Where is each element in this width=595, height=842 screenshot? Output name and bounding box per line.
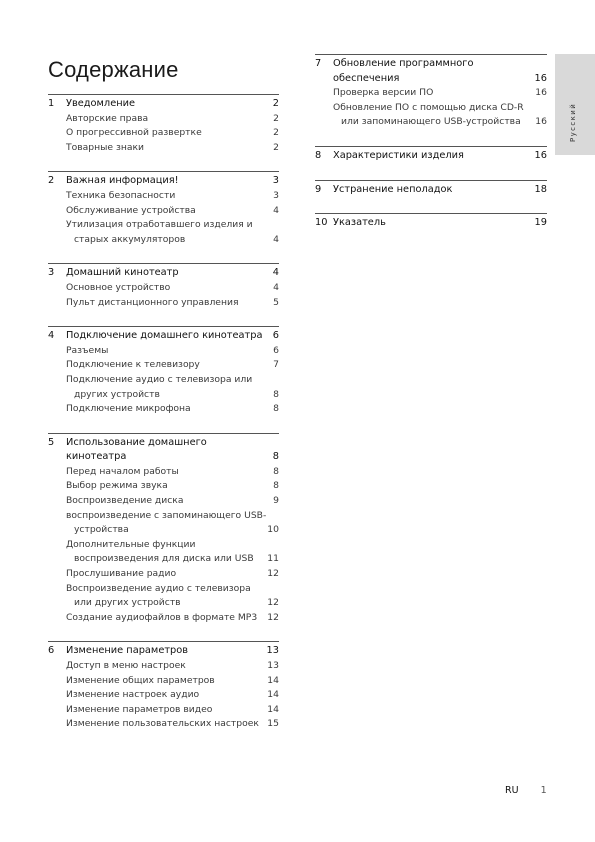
toc-entry-title: Подключение домашнего кинотеатра <box>66 330 263 342</box>
toc-entry-page: 4 <box>273 281 279 293</box>
language-tab <box>555 54 595 155</box>
toc-entry-continued[interactable] <box>48 596 279 611</box>
toc-entry-title: Прослушивание радио <box>66 568 177 580</box>
toc-entry-page: 2 <box>273 127 279 139</box>
toc-entry-continued[interactable] <box>48 552 279 567</box>
toc-entry-title: Домашний кинотеатр <box>66 267 179 279</box>
toc-entry-title: Основное устройство <box>66 281 171 293</box>
toc-entry-title: Техника безопасности <box>66 189 176 201</box>
language-tab-label: Русский <box>569 102 577 142</box>
page-title: Содержание <box>48 57 179 82</box>
toc-entry-continued[interactable] <box>48 388 279 403</box>
toc-section <box>315 54 547 130</box>
toc-entry-title: Обновление ПО с помощью диска CD-R <box>333 101 524 113</box>
toc-entry-page: 14 <box>267 689 279 701</box>
toc-entry-number: 9 <box>315 183 322 195</box>
toc-entry-title: Подключение к телевизору <box>66 359 200 371</box>
toc-entry-page: 16 <box>535 116 547 128</box>
toc-entry[interactable] <box>48 189 279 204</box>
footer-page-number: 1 <box>540 785 547 796</box>
toc-entry-title: Утилизация отработавшего изделия и <box>66 219 253 231</box>
toc-entry-page: 6 <box>273 344 279 356</box>
toc-entry-title: Устранение неполадок <box>333 183 453 195</box>
toc-entry-page: 8 <box>273 480 279 492</box>
toc-entry[interactable] <box>48 373 279 388</box>
toc-entry-page: 2 <box>273 112 279 124</box>
toc-entry-page: 9 <box>273 495 279 507</box>
toc-entry-title: Характеристики изделия <box>333 149 464 161</box>
toc-entry-number: 3 <box>48 267 55 279</box>
toc-section <box>48 326 279 417</box>
toc-entry-title: Подключение микрофона <box>66 403 191 415</box>
toc-entry[interactable] <box>48 358 279 373</box>
toc-entry[interactable] <box>315 86 547 101</box>
toc-section <box>48 433 279 626</box>
toc-chapter-heading[interactable] <box>48 329 279 344</box>
toc-entry[interactable] <box>48 494 279 509</box>
toc-entry-page: 8 <box>273 465 279 477</box>
toc-entry[interactable] <box>48 567 279 582</box>
toc-entry-page: 12 <box>267 611 279 623</box>
toc-entry-page: 7 <box>273 359 279 371</box>
toc-entry-page: 6 <box>272 330 279 342</box>
toc-entry-continued[interactable] <box>48 523 279 538</box>
toc-entry-title: Изменение параметров видео <box>66 703 213 715</box>
toc-entry-page: 3 <box>273 189 279 201</box>
toc-entry-page: 14 <box>267 674 279 686</box>
toc-entry-title: Изменение общих параметров <box>66 674 215 686</box>
toc-entry[interactable] <box>48 218 279 233</box>
toc-entry-title: Использование домашнего <box>66 436 207 448</box>
toc-entry[interactable] <box>48 402 279 417</box>
toc-entry-continued[interactable] <box>315 115 547 130</box>
toc-section <box>315 180 547 198</box>
toc-entry-title: Изменение параметров <box>66 645 189 657</box>
toc-entry-page: 16 <box>534 72 547 84</box>
toc-section <box>48 171 279 247</box>
toc-entry-title: О прогрессивной развертке <box>66 127 202 139</box>
toc-entry-title: Товарные знаки <box>66 141 144 153</box>
toc-entry-page: 4 <box>273 204 279 216</box>
toc-chapter-heading[interactable] <box>315 216 547 231</box>
toc-entry-title: воспроизведения для диска или USB <box>74 553 254 565</box>
toc-entry-title: Доступ в меню настроек <box>66 660 186 671</box>
toc-entry-number: 1 <box>48 98 55 109</box>
toc-entry-page: 2 <box>272 98 279 109</box>
toc-entry-page: 3 <box>272 175 279 187</box>
toc-entry-title: Воспроизведение аудио с телевизора <box>66 582 251 594</box>
toc-entry-page: 4 <box>273 233 279 245</box>
toc-entry-title: Создание аудиофайлов в формате MP3 <box>66 611 258 623</box>
toc-left-column <box>48 94 279 748</box>
page-footer <box>505 785 547 796</box>
toc-entry-page: 8 <box>273 403 279 415</box>
toc-chapter-heading-continued[interactable] <box>48 450 279 465</box>
toc-section <box>48 641 279 732</box>
toc-entry[interactable] <box>315 101 547 116</box>
toc-chapter-heading-continued[interactable] <box>315 72 547 87</box>
toc-entry[interactable] <box>48 509 279 524</box>
toc-entry-number: 5 <box>48 436 55 448</box>
toc-entry[interactable] <box>48 126 279 141</box>
toc-section <box>48 263 279 310</box>
toc-entry-title: Разъемы <box>66 344 109 356</box>
toc-entry[interactable] <box>48 141 279 156</box>
toc-entry-title: воспроизведение с запоминающего USB- <box>66 509 267 521</box>
toc-entry-number: 2 <box>48 175 55 187</box>
toc-chapter-heading[interactable] <box>48 97 279 112</box>
toc-entry[interactable] <box>48 465 279 480</box>
toc-chapter-heading[interactable] <box>315 57 547 72</box>
toc-entry-title: Обслуживание устройства <box>66 204 196 216</box>
toc-chapter-heading[interactable] <box>48 174 279 189</box>
toc-entry-title: Важная информация! <box>66 175 179 187</box>
toc-entry-number: 4 <box>48 330 55 342</box>
toc-entry-number: 6 <box>48 645 55 657</box>
toc-entry-title: Уведомление <box>66 98 136 109</box>
toc-entry-title: кинотеатра <box>66 451 127 463</box>
toc-entry-page: 13 <box>267 660 279 671</box>
toc-entry-title: Перед началом работы <box>66 465 179 477</box>
toc-chapter-heading[interactable] <box>315 149 547 164</box>
toc-entry-title: устройства <box>74 524 129 536</box>
toc-entry-title: Изменение настроек аудио <box>66 689 200 701</box>
toc-entry-title: Авторские права <box>66 112 149 124</box>
toc-entry-title: или запоминающего USB-устройства <box>341 116 521 128</box>
toc-entry-page: 13 <box>266 645 279 657</box>
toc-entry-title: Пульт дистанционного управления <box>66 296 239 308</box>
toc-entry-title: Обновление программного <box>333 58 474 69</box>
toc-chapter-heading[interactable] <box>48 436 279 451</box>
toc-entry-title: Подключение аудио с телевизора или <box>66 373 253 385</box>
toc-entry[interactable] <box>48 281 279 296</box>
toc-entry-page: 19 <box>534 217 547 229</box>
footer-language: RU <box>505 785 519 796</box>
toc-entry-page: 16 <box>534 149 547 161</box>
toc-entry-page: 11 <box>267 553 279 565</box>
toc-entry-page: 15 <box>267 718 279 730</box>
toc-section <box>315 213 547 231</box>
toc-chapter-heading[interactable] <box>315 183 547 198</box>
toc-entry-title: Изменение пользовательских настроек <box>66 718 259 730</box>
toc-entry-page: 8 <box>273 388 279 400</box>
toc-entry-number: 8 <box>315 149 322 161</box>
toc-entry[interactable] <box>48 344 279 359</box>
toc-entry[interactable] <box>48 688 279 703</box>
toc-entry-page: 12 <box>267 597 279 609</box>
toc-entry-page: 18 <box>534 183 547 195</box>
toc-entry[interactable] <box>48 479 279 494</box>
toc-entry-title: или других устройств <box>74 597 181 609</box>
toc-entry-number: 7 <box>315 58 322 69</box>
toc-entry-title: Указатель <box>333 217 386 229</box>
toc-entry-title: других устройств <box>74 388 160 400</box>
toc-entry-page: 12 <box>267 568 279 580</box>
toc-entry-title: Выбор режима звука <box>66 480 168 492</box>
toc-entry-title: Проверка версии ПО <box>333 87 434 99</box>
toc-entry[interactable] <box>48 296 279 311</box>
toc-entry-title: обеспечения <box>333 72 400 84</box>
toc-entry-page: 10 <box>267 524 279 536</box>
toc-entry-continued[interactable] <box>48 233 279 248</box>
toc-entry[interactable] <box>48 112 279 127</box>
toc-entry-page: 4 <box>272 267 279 279</box>
toc-right-column <box>315 54 547 247</box>
toc-entry-title: старых аккумуляторов <box>74 233 186 245</box>
toc-entry[interactable] <box>48 611 279 626</box>
toc-chapter-heading[interactable] <box>48 266 279 281</box>
toc-chapter-heading[interactable] <box>48 644 279 659</box>
toc-entry[interactable] <box>48 717 279 732</box>
toc-entry-title: Воспроизведение диска <box>66 495 184 507</box>
toc-section <box>48 94 279 155</box>
toc-entry-number: 10 <box>315 217 328 229</box>
toc-entry[interactable] <box>48 538 279 553</box>
toc-entry[interactable] <box>48 582 279 597</box>
toc-entry-page: 2 <box>273 141 279 153</box>
toc-entry-page: 8 <box>272 451 279 463</box>
toc-entry[interactable] <box>48 659 279 674</box>
toc-entry[interactable] <box>48 204 279 219</box>
toc-entry-page: 14 <box>267 703 279 715</box>
toc-entry-page: 5 <box>273 296 279 308</box>
toc-entry[interactable] <box>48 703 279 718</box>
toc-entry-page: 16 <box>535 87 547 99</box>
toc-entry-title: Дополнительные функции <box>66 538 196 550</box>
toc-section <box>315 146 547 164</box>
toc-entry[interactable] <box>48 674 279 689</box>
